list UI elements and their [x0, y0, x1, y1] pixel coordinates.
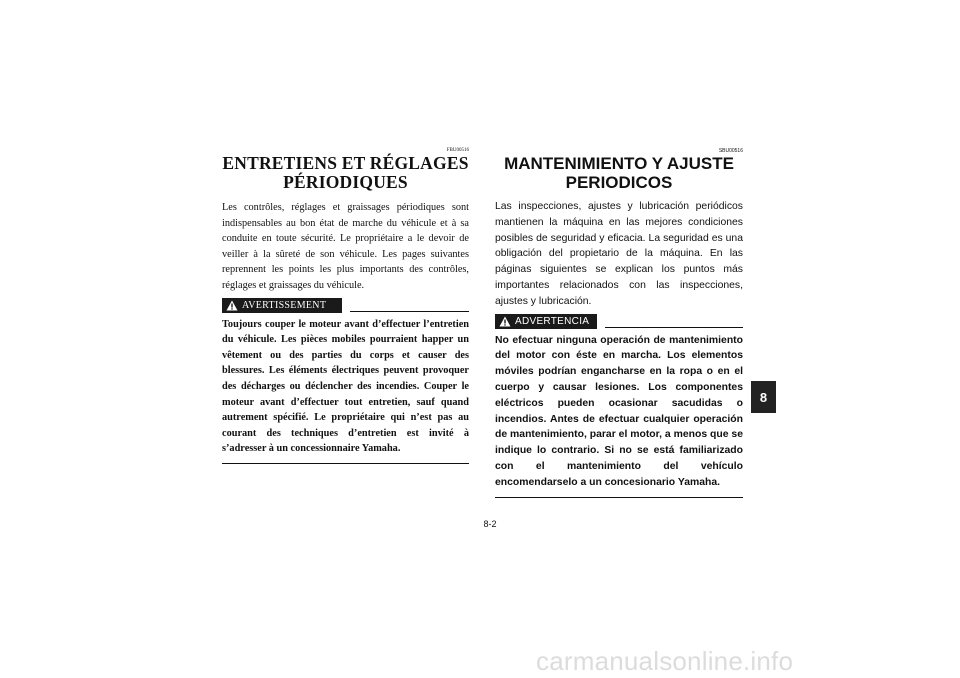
- spanish-body-text: Las inspecciones, ajustes y lubricación periódicos mantienen la máquina en las mejores condiciones posibles de seguridad y eficacia. La seguridad es una obligación del propietario de la máquina. En las páginas siguientes se explican los puntos más importantes relacionados con las inspecciones, ajustes y lubricación.: [495, 201, 743, 307]
- spanish-warning-header: [495, 314, 743, 329]
- spanish-warning-label: ADVERTENCIA: [515, 315, 590, 327]
- french-warning-header: [222, 298, 469, 313]
- french-warning-rule: [350, 311, 469, 312]
- french-warning-end-rule: [222, 463, 469, 464]
- spanish-warning-badge: [495, 314, 597, 329]
- page-number: 8-2: [483, 519, 497, 529]
- french-warning-text: Toujours couper le moteur avant d’effectuer l’entretien du véhicule. Les pièces mobiles pourraient happer un vêtement ou des parties du corps et causer des blessures. Les éléments électriques peuvent provoquer des décharges ou déclencher des incendies. Couper le moteur avant d’effectuer tout entretien, sauf quand autrement spécifié. Le propriétaire qui n’est pas au courant des techniques d’entretien est invité à s’adresser à un concessionnaire Yamaha.: [222, 318, 469, 455]
- chapter-tab[interactable]: 8: [751, 381, 776, 413]
- french-body-text: Les contrôles, réglages et graissages périodiques sont indispensables au bon état de marche du véhicule et à sa conduite en toute sécurité. Le propriétaire a le devoir de veiller à la sûreté de son véhicule. Les pages suivantes reprennent les points les plus importants des contrôles, réglages et graissages du véhicule.: [222, 202, 469, 291]
- spanish-column: [495, 148, 743, 498]
- spanish-warning-end-rule: [495, 497, 743, 498]
- french-section-title: ENTRETIENS ET RÉGLAGES PÉRIODIQUES: [222, 153, 469, 192]
- spanish-warning-text: No efectuar ninguna operación de mantenimiento del motor con éste en marcha. Los elementos móviles podrían engancharse en la ropa o en el cuerpo y causar lesiones. Los componentes eléctricos pueden ocasionar sacudidas o incendios. Antes de efectuar cualquier operación de mantenimiento, parar el motor, a menos que se indique lo contrario. Si no se está familiarizado con el mantenimiento del vehículo encomendarselo a un concesionario Yamaha.: [495, 334, 743, 488]
- spanish-section-title: MANTENIMIENTO Y AJUSTE PERIODICOS: [504, 154, 734, 192]
- warning-triangle-icon: [226, 300, 238, 311]
- french-warning-label: AVERTISSEMENT: [242, 299, 327, 311]
- spanish-section-code: SBU00516: [718, 148, 743, 154]
- spanish-warning-rule: [605, 327, 743, 328]
- french-section-code: FBU00516: [446, 148, 469, 153]
- watermark: carmanualsonline.info: [536, 646, 794, 676]
- warning-triangle-icon: [499, 316, 511, 327]
- french-column: [222, 148, 469, 464]
- french-warning-badge: [222, 298, 342, 313]
